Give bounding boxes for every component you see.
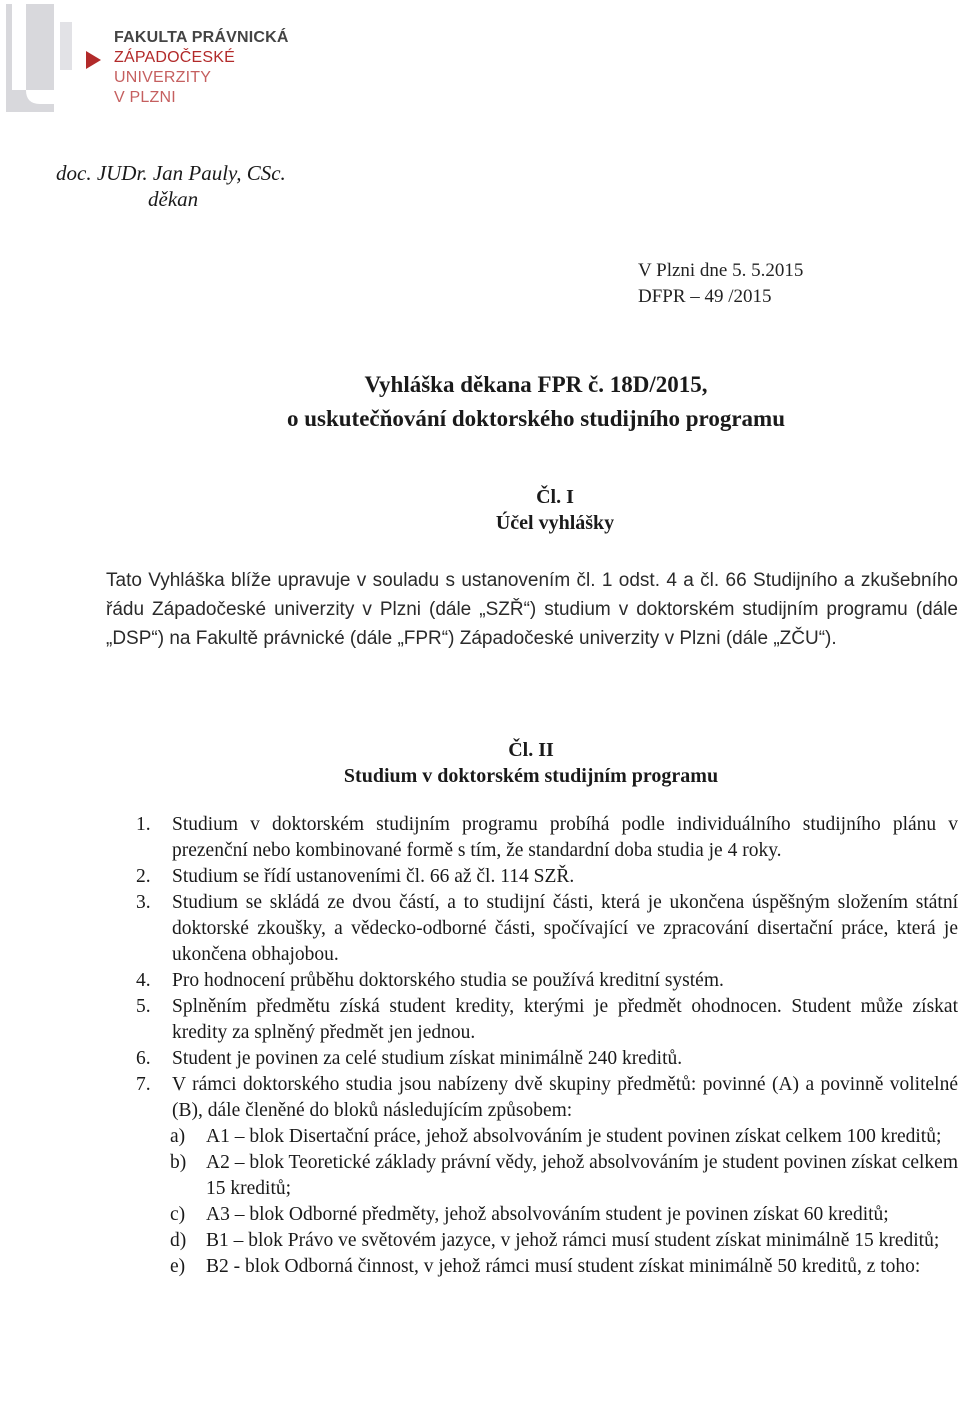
- list-item-number: 3.: [136, 892, 151, 913]
- article-2-title: Studium v doktorském studijním programu: [343, 765, 719, 787]
- list-item-text: V rámci doktorského studia jsou nabízeny dvě skupiny předmětů: povinné (A) a povinně volitelné (B), dále členěné do bloků následujícím způsobem:: [172, 1074, 958, 1121]
- list-item: [106, 994, 958, 1046]
- list-item-text: Studium v doktorském studijním programu probíhá podle individuálního studijního plánu v prezenční nebo kombinované formě s tím, že standardní doba studia je 4 roky.: [172, 814, 958, 861]
- sub-item-letter: a): [170, 1126, 186, 1147]
- article-1-heading: [0, 484, 960, 536]
- sub-item-text: A3 – blok Odborné předměty, jehož absolvováním student je povinen získat 60 kreditů;: [206, 1204, 889, 1225]
- list-item: [106, 1046, 958, 1072]
- sub-item-text: A2 – blok Teoretické základy právní vědy, jehož absolvováním je student povinen získat celkem 15 kreditů;: [206, 1152, 958, 1199]
- list-item-number: 6.: [136, 1048, 151, 1069]
- sub-list-item: [106, 1150, 958, 1202]
- logo-line-2: ZÁPADOČESKÉ: [114, 49, 236, 66]
- sub-list-item: [106, 1124, 958, 1150]
- list-item: [106, 812, 958, 864]
- sub-list-item: [106, 1254, 958, 1280]
- faculty-logo: [6, 4, 289, 114]
- logo-line-1: FAKULTA PRÁVNICKÁ: [114, 29, 289, 46]
- article-2-list: [106, 812, 958, 1280]
- title-line-1: Vyhláška děkana FPR č. 18D/2015,: [364, 372, 708, 397]
- sub-list-item: [106, 1228, 958, 1254]
- list-item-text: Pro hodnocení průběhu doktorského studia se používá kreditní systém.: [172, 970, 724, 991]
- signer-role: děkan: [148, 187, 199, 211]
- list-item-number: 5.: [136, 996, 151, 1017]
- arrow-icon: [86, 51, 101, 69]
- list-item-text: Student je povinen za celé studium získat minimálně 240 kreditů.: [172, 1048, 683, 1069]
- list-item: [106, 890, 958, 968]
- article-2-number: Čl. II: [508, 739, 554, 761]
- list-item-text: Splněním předmětu získá student kredity, kterými je předmět ohodnocen. Student může získat kredity za splněný předmět jen jednou.: [172, 996, 958, 1043]
- list-item-number: 7.: [136, 1074, 151, 1095]
- list-item-number: 4.: [136, 970, 151, 991]
- signer-block: [56, 160, 286, 212]
- sub-item-letter: d): [170, 1230, 187, 1251]
- sub-item-text: B1 – blok Právo ve světovém jazyce, v jehož rámci musí student získat minimálně 15 kreditů;: [206, 1230, 940, 1251]
- sub-item-letter: b): [170, 1152, 187, 1173]
- logo-line-4: V PLZNI: [114, 89, 176, 106]
- list-item: [106, 1072, 958, 1124]
- sub-item-letter: c): [170, 1204, 186, 1225]
- article-1-title: Účel vyhlášky: [495, 512, 615, 534]
- sub-list-item: [106, 1202, 958, 1228]
- article-1-text: Tato Vyhláška blíže upravuje v souladu s ustanovením čl. 1 odst. 4 a čl. 66 Studijního a zkušebního řádu Západočeské univerzity v Plzni (dále „SZŘ“) studium v doktorském studijním programu (dále „DSP“) na Fakultě právnické (dále „FPR“) Západočeské univerzity v Plzni (dále „ZČU“).: [106, 570, 958, 649]
- university-emblem-icon: [6, 4, 86, 114]
- list-item-number: 1.: [136, 814, 151, 835]
- list-item-text: Studium se skládá ze dvou částí, a to studijní části, která je ukončena úspěšným složením státní doktorské zkoušky, a vědecko-odborné části, spočívající ve zpracování disertační práce, která je ukončena obhajobou.: [172, 892, 958, 965]
- sub-item-text: B2 - blok Odborná činnost, v jehož rámci musí student získat minimálně 50 kreditů, z toho:: [206, 1256, 921, 1277]
- date-line: V Plzni dne 5. 5.2015: [638, 260, 804, 281]
- document-title: [0, 368, 960, 436]
- list-item: [106, 864, 958, 890]
- list-item-number: 2.: [136, 866, 151, 887]
- logo-line-3: UNIVERZITY: [114, 69, 212, 86]
- title-line-2: o uskutečňování doktorského studijního programu: [286, 406, 786, 431]
- list-item-text: Studium se řídí ustanoveními čl. 66 až čl. 114 SZŘ.: [172, 866, 575, 887]
- date-block: [638, 258, 803, 310]
- reference-number: DFPR – 49 /2015: [638, 286, 772, 307]
- article-2-heading: [0, 737, 960, 789]
- sub-item-letter: e): [170, 1256, 186, 1277]
- article-1-number: Čl. I: [536, 486, 574, 508]
- sub-item-text: A1 – blok Disertační práce, jehož absolvováním je student povinen získat celkem 100 kreditů;: [206, 1126, 942, 1147]
- signer-name: doc. JUDr. Jan Pauly, CSc.: [56, 161, 286, 185]
- list-item: [106, 968, 958, 994]
